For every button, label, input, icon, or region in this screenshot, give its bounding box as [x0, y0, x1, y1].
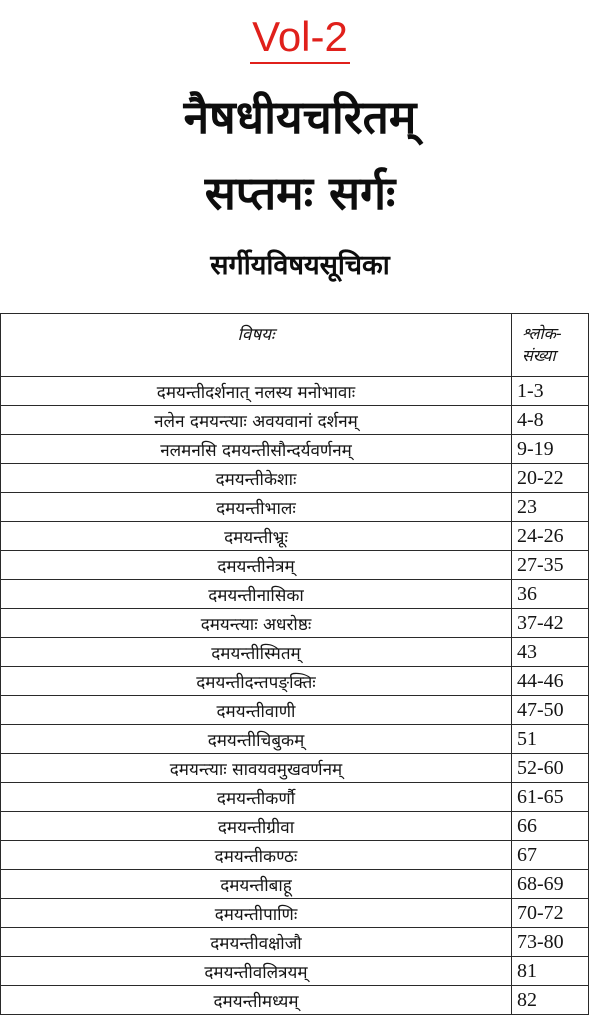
table-row [1, 377, 589, 406]
topic-index-body [1, 314, 589, 1015]
topic-cell: दमयन्तीवक्षोजौ [1, 928, 512, 957]
verse-range-cell: 70-72 [512, 899, 589, 928]
topic-column-header: विषयः [1, 314, 512, 377]
table-row [1, 609, 589, 638]
topic-cell: नलमनसि दमयन्तीसौन्दर्यवर्णनम् [1, 435, 512, 464]
table-row [1, 696, 589, 725]
verse-range-cell: 47-50 [512, 696, 589, 725]
verse-range-cell: 24-26 [512, 522, 589, 551]
topic-cell: दमयन्तीकेशाः [1, 464, 512, 493]
verse-range-cell: 67 [512, 841, 589, 870]
volume-label: Vol-2 [250, 14, 350, 64]
table-row [1, 899, 589, 928]
verse-range-cell: 37-42 [512, 609, 589, 638]
table-row [1, 493, 589, 522]
verse-range-cell: 20-22 [512, 464, 589, 493]
topic-cell: दमयन्तीवलित्रयम् [1, 957, 512, 986]
topic-cell: दमयन्तीमध्यम् [1, 986, 512, 1015]
verse-range-cell: 1-3 [512, 377, 589, 406]
table-row [1, 754, 589, 783]
table-row [1, 841, 589, 870]
verse-count-header-line1: श्लोक- [522, 324, 562, 343]
topic-cell: दमयन्तीदन्तपङ्क्तिः [1, 667, 512, 696]
table-row [1, 812, 589, 841]
topic-cell: दमयन्तीस्मितम् [1, 638, 512, 667]
verse-range-cell: 61-65 [512, 783, 589, 812]
table-row [1, 435, 589, 464]
table-header-row [1, 314, 589, 377]
verse-range-cell: 27-35 [512, 551, 589, 580]
table-row [1, 551, 589, 580]
topic-cell: दमयन्त्याः सावयवमुखवर्णनम् [1, 754, 512, 783]
topic-cell: दमयन्तीग्रीवा [1, 812, 512, 841]
topic-cell: दमयन्तीपाणिः [1, 899, 512, 928]
volume-label-block [0, 14, 600, 64]
topic-cell: दमयन्त्याः अधरोष्ठः [1, 609, 512, 638]
verse-count-column-header [512, 314, 589, 377]
verse-range-cell: 51 [512, 725, 589, 754]
topic-cell: दमयन्तीनासिका [1, 580, 512, 609]
canto-heading: सप्तमः सर्गः [204, 166, 396, 220]
book-title: नैषधीयचरितम् [183, 90, 417, 144]
table-row [1, 464, 589, 493]
topic-cell: दमयन्तीबाहू [1, 870, 512, 899]
topic-cell: दमयन्तीदर्शनात् नलस्य मनोभावाः [1, 377, 512, 406]
table-row [1, 725, 589, 754]
topic-cell: दमयन्तीभालः [1, 493, 512, 522]
verse-range-cell: 23 [512, 493, 589, 522]
table-row [1, 638, 589, 667]
verse-range-cell: 44-46 [512, 667, 589, 696]
verse-range-cell: 68-69 [512, 870, 589, 899]
topic-cell: नलेन दमयन्त्याः अवयवानां दर्शनम् [1, 406, 512, 435]
table-row [1, 957, 589, 986]
verse-range-cell: 66 [512, 812, 589, 841]
verse-range-cell: 82 [512, 986, 589, 1015]
topic-cell: दमयन्तीकर्णौ [1, 783, 512, 812]
verse-range-cell: 43 [512, 638, 589, 667]
verse-range-cell: 9-19 [512, 435, 589, 464]
topic-cell: दमयन्तीनेत्रम् [1, 551, 512, 580]
verse-range-cell: 73-80 [512, 928, 589, 957]
topic-cell: दमयन्तीकण्ठः [1, 841, 512, 870]
table-row [1, 406, 589, 435]
table-row [1, 667, 589, 696]
table-row [1, 928, 589, 957]
table-row [1, 986, 589, 1015]
table-row [1, 870, 589, 899]
verse-range-cell: 4-8 [512, 406, 589, 435]
verse-range-cell: 81 [512, 957, 589, 986]
topic-index-table [0, 313, 589, 1015]
topic-cell: दमयन्तीभ्रूः [1, 522, 512, 551]
verse-range-cell: 52-60 [512, 754, 589, 783]
topic-cell: दमयन्तीवाणी [1, 696, 512, 725]
verse-range-cell: 36 [512, 580, 589, 609]
verse-count-header-line2: संख्या [522, 346, 556, 365]
topic-cell: दमयन्तीचिबुकम् [1, 725, 512, 754]
index-heading: सर्गीयविषयसूचिका [210, 250, 390, 281]
table-row [1, 522, 589, 551]
table-row [1, 580, 589, 609]
table-row [1, 783, 589, 812]
